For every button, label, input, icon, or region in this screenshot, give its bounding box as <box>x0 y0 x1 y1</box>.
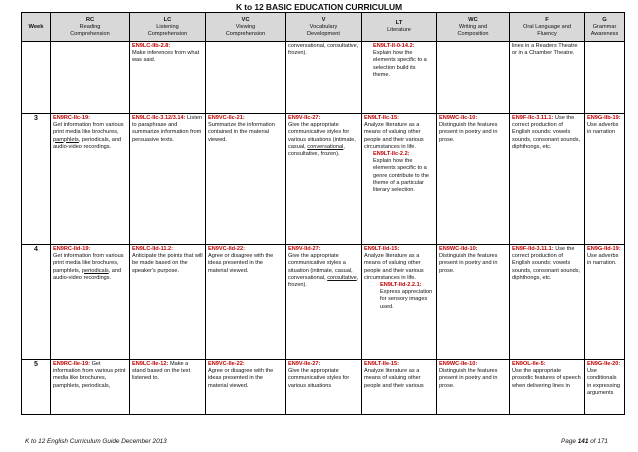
footer-document-name: K to 12 English Curriculum Guide December 2013 <box>25 438 167 445</box>
rc-cell: EN9RC-IIe-19: Get information from various print media like brochures, pamphlets, periodicals, <box>51 360 130 415</box>
header-vc: VC Viewing Comprehension <box>206 13 286 42</box>
competency-code: EN9V-IIc-27: <box>288 115 321 121</box>
table-row-week-4 <box>22 245 625 360</box>
header-g: G Grammar Awareness <box>585 13 625 42</box>
competency-code: EN9RC-IIe-19: <box>53 361 90 367</box>
competency-code: EN9OL-IIe-5: <box>512 361 546 367</box>
header-wc: WC Writing and Composition <box>437 13 510 42</box>
header-v: V Vocabulary Development <box>286 13 362 42</box>
competency-code: EN9RC-IId-19: <box>53 246 91 252</box>
header-row <box>22 13 625 42</box>
g-cell <box>585 42 625 114</box>
competency-code: EN9WC-IIc-10: <box>439 115 478 121</box>
document-title: K to 12 BASIC EDUCATION CURRICULUM <box>236 2 402 12</box>
competency-code: EN9WC-IId-10: <box>439 246 478 252</box>
competency-code: EN9LT-IId-15: <box>364 246 400 252</box>
week-number: 3 <box>22 114 51 245</box>
week-number: 4 <box>22 245 51 360</box>
v-cell: conversational, consultative, frozen). <box>286 42 362 114</box>
lc-cell: EN9LC-IId-11.2: Anticipate the points that will be made based on the speaker's purpose. <box>130 245 206 360</box>
table-row-continuation <box>22 42 625 114</box>
header-f: F Oral Language and Fluency <box>510 13 585 42</box>
competency-code: EN9LC-IId-11.2: <box>132 246 174 252</box>
competency-code: EN9G-IIb-19: <box>587 115 621 121</box>
week-number: 5 <box>22 360 51 415</box>
vc-cell: EN9VC-IId-22: Agree or disagree with the ideas presented in the material viewed. <box>206 245 286 360</box>
competency-code: EN9G-IIe-20: <box>587 361 621 367</box>
footer-page-number: Page 141 of 171 <box>561 438 608 445</box>
competency-code: EN9VC-IId-22: <box>208 246 245 252</box>
competency-code: EN9F-IId-3.11.1: <box>512 246 554 252</box>
wc-cell <box>437 42 510 114</box>
table-row-week-5 <box>22 360 625 415</box>
competency-code: EN9VC-IIc-21: <box>208 115 245 121</box>
vc-cell: EN9VC-IIe-22: Agree or disagree with the ideas presented in the material viewed. <box>206 360 286 415</box>
vc-cell <box>206 42 286 114</box>
header-lt: LT Literature <box>362 13 437 42</box>
competency-code: EN9F-IIc-3.11.1: <box>512 115 554 121</box>
f-cell: EN9F-IIc-3.11.1: Use the correct production of English sounds: vowels sounds, consonant sounds, diphthongs, etc. <box>510 114 585 245</box>
f-cell: EN9OL-IIe-5: Use the appropriate prosodic features of speech when delivering lines in <box>510 360 585 415</box>
g-cell: EN9G-IIe-20: Use conditionals in expressing arguments <box>585 360 625 415</box>
competency-code: EN9VC-IIe-22: <box>208 361 245 367</box>
competency-code: EN9WC-IIe-10: <box>439 361 478 367</box>
competency-code: EN9V-IId-27: <box>288 246 321 252</box>
rc-cell: EN9RC-IIc-19: Get information from various print media like brochures, pamphlets, periodicals, and audio-video recordings. <box>51 114 130 245</box>
g-cell: EN9G-IId-19: Use adverbs in narration. <box>585 245 625 360</box>
table-row-week-3 <box>22 114 625 245</box>
lt-cell: EN9LT-IIc-15: Analyze literature as a means of valuing other people and their various circumstances in life. EN9LT-IIc-2.2: Explain how the elements specific to a genre contribute to the theme of a particular literary selection. <box>362 114 437 245</box>
wc-cell: EN9WC-IIe-10: Distinguish the features present in poetry and in prose. <box>437 360 510 415</box>
competency-code: EN9LT-IIe-15: <box>364 361 400 367</box>
f-cell: EN9F-IId-3.11.1: Use the correct production of English sounds: vowels sounds, consonant sounds, diphthongs, etc. <box>510 245 585 360</box>
header-lc: LC Listening Comprehension <box>130 13 206 42</box>
g-cell: EN9G-IIb-19: Use adverbs in narration <box>585 114 625 245</box>
competency-code: EN9LT-II-0-14.2: <box>373 43 415 49</box>
competency-code: EN9LC-IIc-3.12/3.14: <box>132 115 186 121</box>
competency-code: EN9LT-IIc-15: <box>364 115 400 121</box>
wc-cell: EN9WC-IIc-10: Distinguish the features present in poetry and in prose. <box>437 114 510 245</box>
lc-cell: EN9LC-IIc-3.12/3.14: Listen to paraphrase and summarize information from persuasive texts. <box>130 114 206 245</box>
lc-cell: EN9LC-IIe-12: Make a stand based on the text listened to. <box>130 360 206 415</box>
competency-code: EN9LT-IIc-2.2: <box>373 151 410 158</box>
rc-cell: EN9RC-IId-19: Get information from various print media like brochures, pamphlets, periodicals, and audio-video recordings. <box>51 245 130 360</box>
header-rc: RC Reading Comprehension <box>51 13 130 42</box>
lc-cell: EN9LC-IIb-2.8: Make inferences from what was said. <box>130 42 206 114</box>
competency-code: EN9RC-IIc-19: <box>53 115 90 121</box>
v-cell: EN9V-IId-27: Give the appropriate communicative styles a situation (intimate, casual, conversational, consultative, frozen). <box>286 245 362 360</box>
v-cell: EN9V-IIc-27: Give the appropriate communicative styles for various situations (intimate, casual, conversational, consultative, frozen). <box>286 114 362 245</box>
competency-code: EN9LC-IIe-12: <box>132 361 169 367</box>
v-cell: EN9V-IIe-27: Give the appropriate communicative styles for various situations <box>286 360 362 415</box>
competency-code: EN9LC-IIb-2.8: <box>132 43 171 49</box>
lt-cell: EN9LT-IId-15: Analyze literature as a means of valuing other people and their various circumstances in life. EN9LT-IId-2.2.1: Express appreciation for sensory images used. <box>362 245 437 360</box>
lt-cell: EN9LT-II-0-14.2: Explain how the elements specific to a selection build its theme. <box>362 42 437 114</box>
competency-code: EN9LT-IId-2.2.1: <box>380 282 422 289</box>
competency-code: EN9V-IIe-27: <box>288 361 321 367</box>
week-cell <box>22 42 51 114</box>
competency-code: EN9G-IId-19: <box>587 246 621 252</box>
curriculum-table <box>21 12 625 415</box>
rc-cell <box>51 42 130 114</box>
wc-cell: EN9WC-IId-10: Distinguish the features present in poetry and in prose. <box>437 245 510 360</box>
vc-cell: EN9VC-IIc-21: Summarize the information contained in the material viewed. <box>206 114 286 245</box>
header-week: Week <box>22 13 51 42</box>
lt-cell: EN9LT-IIe-15: Analyze literature as a means of valuing other people and their various <box>362 360 437 415</box>
f-cell: lines in a Readers Theatre or in a Chamber Theatre. <box>510 42 585 114</box>
